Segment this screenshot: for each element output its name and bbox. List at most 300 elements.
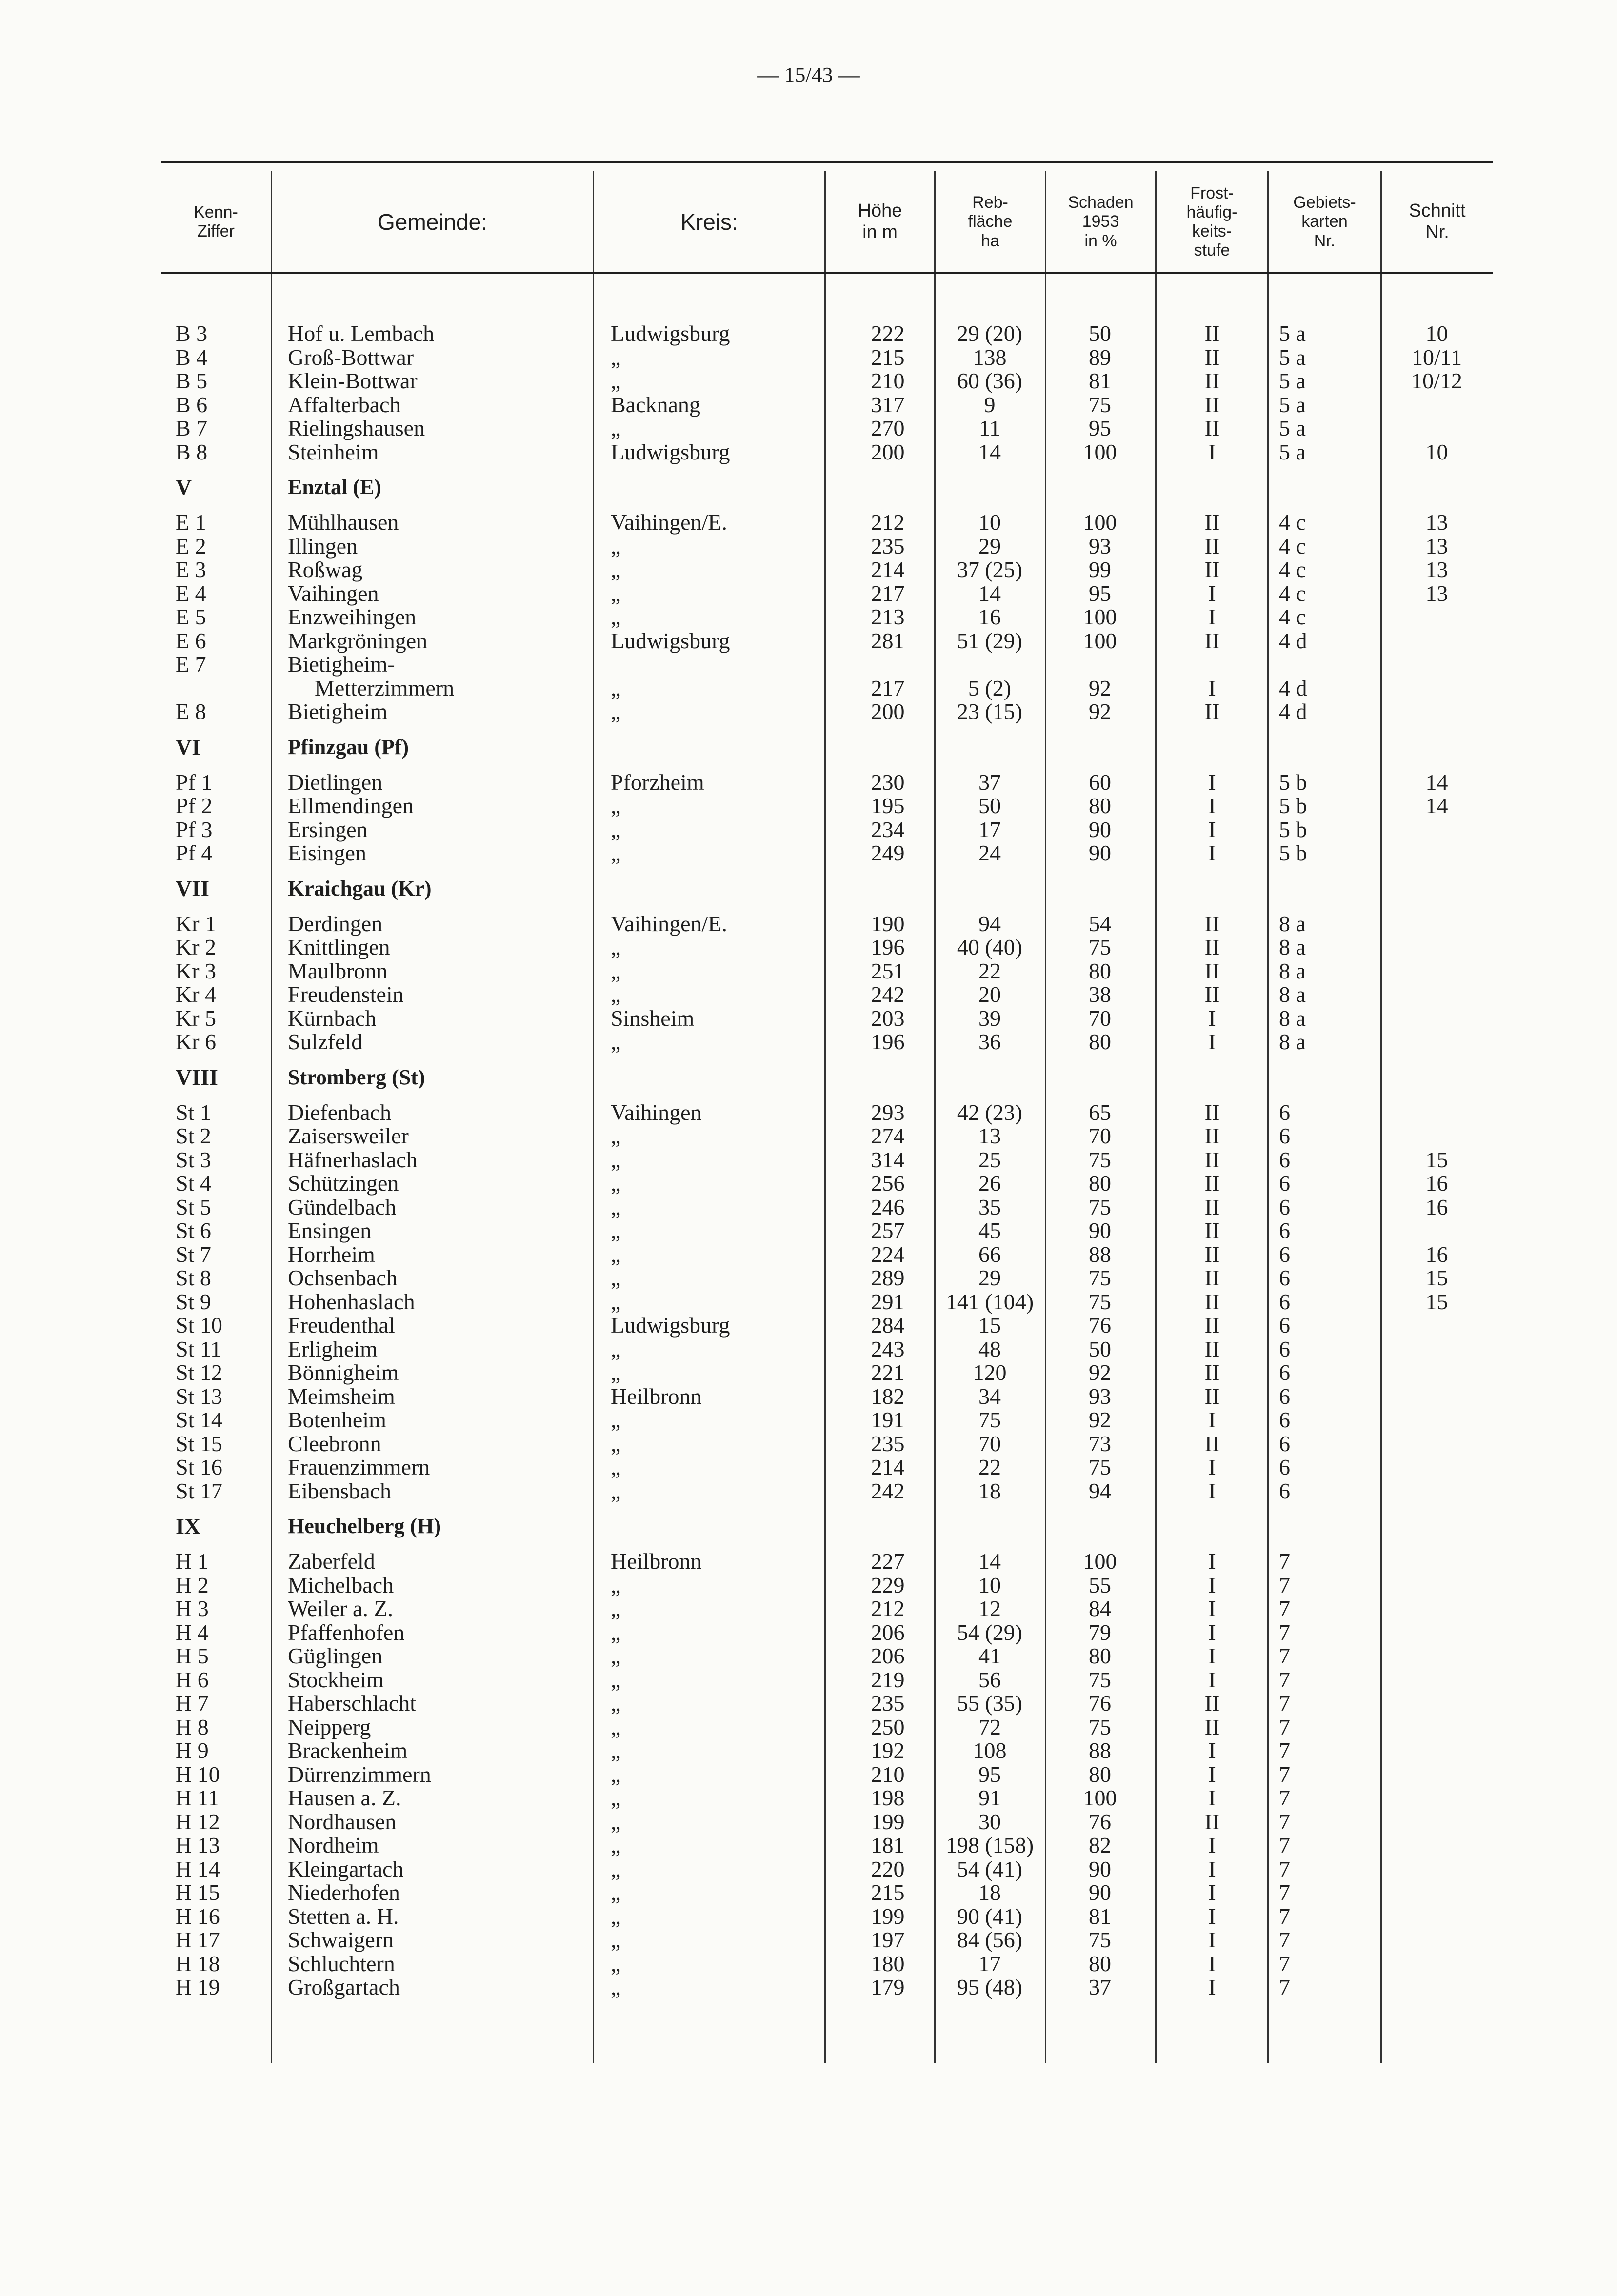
schnitt-cell: 16 [1425,1171,1448,1196]
table-row [161,1101,1493,1125]
kennziffer-cell: H 6 [176,1667,209,1692]
gebietskarte-cell: 7 [1279,1903,1290,1929]
gemeinde-cell: Sulzfeld [288,1029,363,1054]
kennziffer-cell: E 3 [176,557,206,582]
rebflaeche-cell: 14 [978,1549,1001,1574]
kreis-cell: „ [611,580,621,606]
rebflaeche-cell: 15 [978,1313,1001,1338]
header-kreis: Kreis: [680,209,738,235]
kennziffer-cell: St 9 [176,1289,211,1314]
table-row [161,1621,1493,1645]
header-bottom-rule [161,272,1493,274]
hoehe-cell: 229 [871,1572,905,1597]
frost-cell: I [1208,1927,1216,1952]
table-row [161,582,1493,606]
table-row [161,677,1493,700]
rebflaeche-cell: 66 [978,1241,1001,1267]
section-title: Heuchelberg (H) [288,1514,441,1538]
kennziffer-cell: E 8 [176,699,206,724]
table-row [161,1739,1493,1763]
kreis-cell: „ [611,1171,621,1196]
kennziffer-cell: B 5 [176,368,208,393]
header-kennziffer: Kenn- Ziffer [194,202,238,240]
rebflaeche-cell: 25 [978,1147,1001,1172]
schaden-cell: 92 [1089,699,1111,724]
table-row [161,1124,1493,1148]
kreis-cell: „ [611,1643,621,1668]
schaden-cell: 75 [1089,1265,1111,1290]
schnitt-cell: 13 [1425,557,1448,582]
frost-cell: II [1204,1123,1220,1148]
hoehe-cell: 199 [871,1903,905,1929]
schaden-cell: 100 [1083,1549,1117,1574]
kreis-cell: „ [611,1407,621,1432]
gemeinde-cell: Häfnerhaslach [288,1147,418,1172]
page-number: — 15/43 — [757,63,860,87]
kennziffer-cell: H 9 [176,1738,209,1763]
frost-cell: II [1204,368,1220,393]
rebflaeche-cell: 45 [978,1218,1001,1243]
gebietskarte-cell: 6 [1279,1194,1290,1219]
schaden-cell: 70 [1089,1123,1111,1148]
gebietskarte-cell: 8 a [1279,1029,1306,1054]
table-row [161,1550,1493,1574]
gemeinde-cell: Ersingen [288,817,368,842]
schaden-cell: 75 [1089,1455,1111,1479]
header-schnitt: Schnitt Nr. [1409,200,1466,242]
table-row [161,322,1493,346]
kennziffer-cell: St 10 [176,1313,222,1338]
gemeinde-cell: Rielingshausen [288,416,425,440]
header-schaden: Schaden 1953 in % [1068,193,1134,250]
kennziffer-cell: Kr 2 [176,935,217,959]
table-row [161,1007,1493,1031]
kreis-cell: „ [611,1619,621,1645]
schaden-cell: 100 [1083,1785,1117,1810]
frost-cell: II [1204,1147,1220,1172]
schaden-cell: 75 [1089,1289,1111,1314]
rebflaeche-cell: 5 (2) [968,675,1012,700]
rebflaeche-cell: 54 (41) [957,1856,1023,1881]
rebflaeche-cell: 10 [978,1572,1001,1597]
section-number: V [176,475,192,499]
gebietskarte-cell: 7 [1279,1691,1290,1716]
rebflaeche-cell: 198 (158) [945,1833,1034,1857]
gemeinde-cell: Schützingen [288,1171,399,1196]
kennziffer-cell: St 15 [176,1431,222,1456]
kreis-cell: „ [611,1336,621,1361]
frost-cell: I [1208,675,1216,700]
table-row [161,1834,1493,1857]
kreis-cell: „ [611,1691,621,1716]
schaden-cell: 100 [1083,439,1117,464]
schaden-cell: 90 [1089,1880,1111,1905]
hoehe-cell: 270 [871,416,905,440]
rebflaeche-cell: 84 (56) [957,1927,1023,1952]
gemeinde-cell: Knittlingen [288,935,390,959]
table-row [161,535,1493,559]
frost-cell: I [1208,1738,1216,1763]
schaden-cell: 95 [1089,580,1111,606]
kreis-cell: „ [611,1572,621,1597]
section-header-row [161,865,1493,912]
gemeinde-cell: Klein-Bottwar [288,368,418,393]
rebflaeche-cell: 120 [973,1360,1007,1385]
gemeinde-cell: Weiler a. Z. [288,1596,393,1621]
rebflaeche-cell: 75 [978,1407,1001,1432]
kreis-cell: Pforzheim [611,769,704,795]
hoehe-cell: 230 [871,769,905,795]
schnitt-cell: 10/11 [1411,344,1462,370]
kennziffer-cell: E 5 [176,604,206,629]
rebflaeche-cell: 95 (48) [957,1975,1023,1999]
schaden-cell: 90 [1089,817,1111,842]
schnitt-cell: 10 [1425,321,1448,346]
frost-cell: II [1204,344,1220,370]
hoehe-cell: 257 [871,1218,905,1243]
kennziffer-cell: H 4 [176,1619,209,1645]
kennziffer-cell: H 11 [176,1785,220,1810]
kennziffer-cell: B 6 [176,392,208,417]
frost-cell: II [1204,1809,1220,1834]
gebietskarte-cell: 7 [1279,1833,1290,1857]
gemeinde-cell: Bönnigheim [288,1360,399,1385]
gebietskarte-cell: 7 [1279,1596,1290,1621]
schaden-cell: 100 [1083,628,1117,653]
rebflaeche-cell: 13 [978,1123,1001,1148]
kreis-cell: Heilbronn [611,1549,702,1574]
gebietskarte-cell: 6 [1279,1336,1290,1361]
hoehe-cell: 293 [871,1099,905,1125]
table-row [161,700,1493,724]
frost-cell: I [1208,1029,1216,1054]
rebflaeche-cell: 39 [978,1005,1001,1031]
kreis-cell: „ [611,1241,621,1267]
frost-cell: II [1204,911,1220,936]
hoehe-cell: 191 [871,1407,905,1432]
schnitt-cell: 15 [1425,1289,1448,1314]
rebflaeche-cell: 36 [978,1029,1001,1054]
kreis-cell: „ [611,982,621,1007]
schaden-cell: 90 [1089,1856,1111,1881]
gemeinde-cell: Eibensbach [288,1478,392,1503]
hoehe-cell: 196 [871,1029,905,1054]
table-row [161,1196,1493,1219]
gemeinde-cell: Illingen [288,533,358,559]
schnitt-cell: 15 [1425,1147,1448,1172]
table-row [161,346,1493,370]
kennziffer-cell: E 4 [176,580,206,606]
rebflaeche-cell: 41 [978,1643,1001,1668]
rebflaeche-cell: 70 [978,1431,1001,1456]
frost-cell: I [1208,793,1216,818]
hoehe-cell: 224 [871,1241,905,1267]
gebietskarte-cell: 7 [1279,1785,1290,1810]
schaden-cell: 93 [1089,1383,1111,1409]
gebietskarte-cell: 8 a [1279,982,1306,1007]
gemeinde-cell: Nordheim [288,1833,379,1857]
kennziffer-cell: H 3 [176,1596,209,1621]
schaden-cell: 37 [1089,1975,1111,1999]
rebflaeche-cell: 17 [978,817,1001,842]
frost-cell: II [1204,1691,1220,1716]
gemeinde-cell: Niederhofen [288,1880,400,1905]
schnitt-cell: 16 [1425,1194,1448,1219]
kennziffer-cell: B 7 [176,416,208,440]
gemeinde-cell: Eisingen [288,840,366,865]
frost-cell: II [1204,557,1220,582]
gemeinde-cell: Stetten a. H. [288,1903,399,1929]
kennziffer-cell: St 11 [176,1336,222,1361]
header-frost: Frost- häufig- keits- stufe [1186,183,1238,260]
gemeinde-cell: Vaihingen [288,580,379,606]
kreis-cell: „ [611,1761,621,1787]
gebietskarte-cell: 7 [1279,1619,1290,1645]
kennziffer-cell: B 3 [176,321,208,346]
kreis-cell: Vaihingen [611,1099,702,1125]
kennziffer-cell: H 14 [176,1856,220,1881]
kennziffer-cell: Pf 4 [176,840,213,865]
schaden-cell: 99 [1089,557,1111,582]
kreis-cell: „ [611,1667,621,1692]
gemeinde-cell: Meimsheim [288,1383,395,1409]
kreis-cell: „ [611,1785,621,1810]
kennziffer-cell: St 17 [176,1478,222,1503]
kennziffer-cell: St 16 [176,1455,222,1479]
frost-cell: I [1208,1785,1216,1810]
section-number: IX [176,1514,201,1538]
kennziffer-cell: H 8 [176,1714,209,1739]
hoehe-cell: 210 [871,368,905,393]
table-row [161,1810,1493,1834]
kreis-cell: Sinsheim [611,1005,695,1031]
schaden-cell: 80 [1089,793,1111,818]
kreis-cell: „ [611,1218,621,1243]
schaden-cell: 94 [1089,1478,1111,1503]
schaden-cell: 75 [1089,1667,1111,1692]
rebflaeche-cell: 42 (23) [957,1099,1023,1125]
kreis-cell: „ [611,1596,621,1621]
table-row [161,959,1493,983]
gebietskarte-cell: 6 [1279,1123,1290,1148]
gemeinde-cell: Ensingen [288,1218,372,1243]
rebflaeche-cell: 12 [978,1596,1001,1621]
gemeinde-cell: Mühlhausen [288,510,399,535]
gebietskarte-cell: 6 [1279,1289,1290,1314]
gemeinde-cell: Hohenhaslach [288,1289,415,1314]
kreis-cell: „ [611,1194,621,1219]
hoehe-cell: 206 [871,1643,905,1668]
rebflaeche-cell: 94 [978,911,1001,936]
schaden-cell: 95 [1089,416,1111,440]
rebflaeche-cell: 54 (29) [957,1619,1023,1645]
hoehe-cell: 291 [871,1289,905,1314]
gemeinde-cell: Hausen a. Z. [288,1785,401,1810]
rebflaeche-cell: 17 [978,1951,1001,1976]
kreis-cell: Vaihingen/E. [611,510,727,535]
frost-cell: I [1208,1549,1216,1574]
gebietskarte-cell: 6 [1279,1171,1290,1196]
gebietskarte-cell: 5 a [1279,392,1306,417]
section-number: VI [176,734,201,759]
gebietskarte-cell: 8 a [1279,911,1306,936]
table-row [161,653,1493,677]
kennziffer-cell: H 15 [176,1880,220,1905]
gebietskarte-cell: 7 [1279,1927,1290,1952]
kennziffer-cell: Pf 1 [176,769,213,795]
kreis-cell: „ [611,817,621,842]
kennziffer-cell: E 6 [176,628,206,653]
section-header-row [161,464,1493,511]
rebflaeche-cell: 11 [978,416,1001,440]
header-gemeinde: Gemeinde: [377,209,487,235]
rebflaeche-cell: 29 (20) [957,321,1023,346]
hoehe-cell: 251 [871,958,905,983]
kreis-cell: „ [611,344,621,370]
hoehe-cell: 196 [871,935,905,959]
frost-cell: II [1204,1383,1220,1409]
rebflaeche-cell: 108 [973,1738,1007,1763]
frost-cell: II [1204,416,1220,440]
schaden-cell: 75 [1089,1147,1111,1172]
kennziffer-cell: H 5 [176,1643,209,1668]
rebflaeche-cell: 141 (104) [945,1289,1034,1314]
table-row [161,936,1493,959]
frost-cell: I [1208,1833,1216,1857]
hoehe-cell: 206 [871,1619,905,1645]
schaden-cell: 80 [1089,958,1111,983]
kennziffer-cell: St 6 [176,1218,211,1243]
hoehe-cell: 203 [871,1005,905,1031]
schaden-cell: 82 [1089,1833,1111,1857]
kreis-cell: „ [611,1147,621,1172]
kennziffer-cell: St 13 [176,1383,222,1409]
kreis-cell: „ [611,1265,621,1290]
schaden-cell: 100 [1083,604,1117,629]
frost-cell: I [1208,1667,1216,1692]
hoehe-cell: 182 [871,1383,905,1409]
gemeinde-cell: Markgröningen [288,628,428,653]
gemeinde-cell: Schluchtern [288,1951,395,1976]
table-row [161,1716,1493,1739]
rebflaeche-cell: 29 [978,533,1001,559]
frost-cell: II [1204,1313,1220,1338]
hoehe-cell: 214 [871,1455,905,1479]
kreis-cell: „ [611,604,621,629]
table-row [161,1574,1493,1597]
table-row [161,1408,1493,1432]
hoehe-cell: 220 [871,1856,905,1881]
gebietskarte-cell: 7 [1279,1667,1290,1692]
rebflaeche-cell: 10 [978,510,1001,535]
hoehe-cell: 181 [871,1833,905,1857]
schaden-cell: 75 [1089,392,1111,417]
hoehe-cell: 249 [871,840,905,865]
gemeinde-cell: Affalterbach [288,392,401,417]
hoehe-cell: 190 [871,911,905,936]
schaden-cell: 80 [1089,1171,1111,1196]
schaden-cell: 75 [1089,1927,1111,1952]
hoehe-cell: 192 [871,1738,905,1763]
gebietskarte-cell: 4 c [1279,533,1306,559]
schnitt-cell: 10 [1425,439,1448,464]
kreis-cell: „ [611,1431,621,1456]
hoehe-cell: 281 [871,628,905,653]
kreis-cell: „ [611,935,621,959]
gebietskarte-cell: 4 d [1279,628,1307,653]
gebietskarte-cell: 6 [1279,1407,1290,1432]
frost-cell: I [1208,580,1216,606]
schaden-cell: 81 [1089,368,1111,393]
kennziffer-cell: H 17 [176,1927,220,1952]
kreis-cell: „ [611,840,621,865]
hoehe-cell: 221 [871,1360,905,1385]
schaden-cell: 100 [1083,510,1117,535]
table-row [161,417,1493,440]
section-title: Pfinzgau (Pf) [288,735,409,759]
kennziffer-cell: Kr 5 [176,1005,217,1031]
gemeinde-cell: Horrheim [288,1241,375,1267]
schnitt-cell: 16 [1425,1241,1448,1267]
gemeinde-cell: Metterzimmern [315,675,455,700]
schnitt-cell: 14 [1425,769,1448,795]
table-row [161,393,1493,417]
gebietskarte-cell: 4 c [1279,580,1306,606]
rebflaeche-cell: 95 [978,1761,1001,1787]
section-number: VIII [176,1064,218,1090]
hoehe-cell: 219 [871,1667,905,1692]
kennziffer-cell: St 1 [176,1099,211,1125]
hoehe-cell: 243 [871,1336,905,1361]
kreis-cell: „ [611,1951,621,1976]
kreis-cell: Ludwigsburg [611,628,730,653]
schaden-cell: 93 [1089,533,1111,559]
header-gebietskarten: Gebiets- karten Nr. [1293,193,1356,250]
gemeinde-cell: Kürnbach [288,1005,377,1031]
gemeinde-cell: Bietigheim- [288,652,395,677]
table-row [161,629,1493,653]
hoehe-cell: 198 [871,1785,905,1810]
kreis-cell: „ [611,1455,621,1479]
gebietskarte-cell: 5 a [1279,416,1306,440]
frost-cell: II [1204,1241,1220,1267]
hoehe-cell: 195 [871,793,905,818]
hoehe-cell: 215 [871,344,905,370]
rebflaeche-cell: 18 [978,1478,1001,1503]
kreis-cell: „ [611,793,621,818]
schaden-cell: 80 [1089,1951,1111,1976]
kennziffer-cell: H 10 [176,1761,220,1787]
schaden-cell: 89 [1089,344,1111,370]
rebflaeche-cell: 29 [978,1265,1001,1290]
gemeinde-cell: Großgartach [288,1975,400,1999]
schaden-cell: 90 [1089,840,1111,865]
frost-cell: I [1208,439,1216,464]
schaden-cell: 76 [1089,1809,1111,1834]
hoehe-cell: 242 [871,1478,905,1503]
gebietskarte-cell: 6 [1279,1383,1290,1409]
hoehe-cell: 317 [871,392,905,417]
kreis-cell: „ [611,533,621,559]
hoehe-cell: 180 [871,1951,905,1976]
table-row [161,1976,1493,1999]
gemeinde-cell: Roßwag [288,557,363,582]
table-row [161,1952,1493,1976]
rebflaeche-cell: 30 [978,1809,1001,1834]
kennziffer-cell: St 14 [176,1407,222,1432]
schaden-cell: 92 [1089,1407,1111,1432]
section-header-row [161,1054,1493,1101]
